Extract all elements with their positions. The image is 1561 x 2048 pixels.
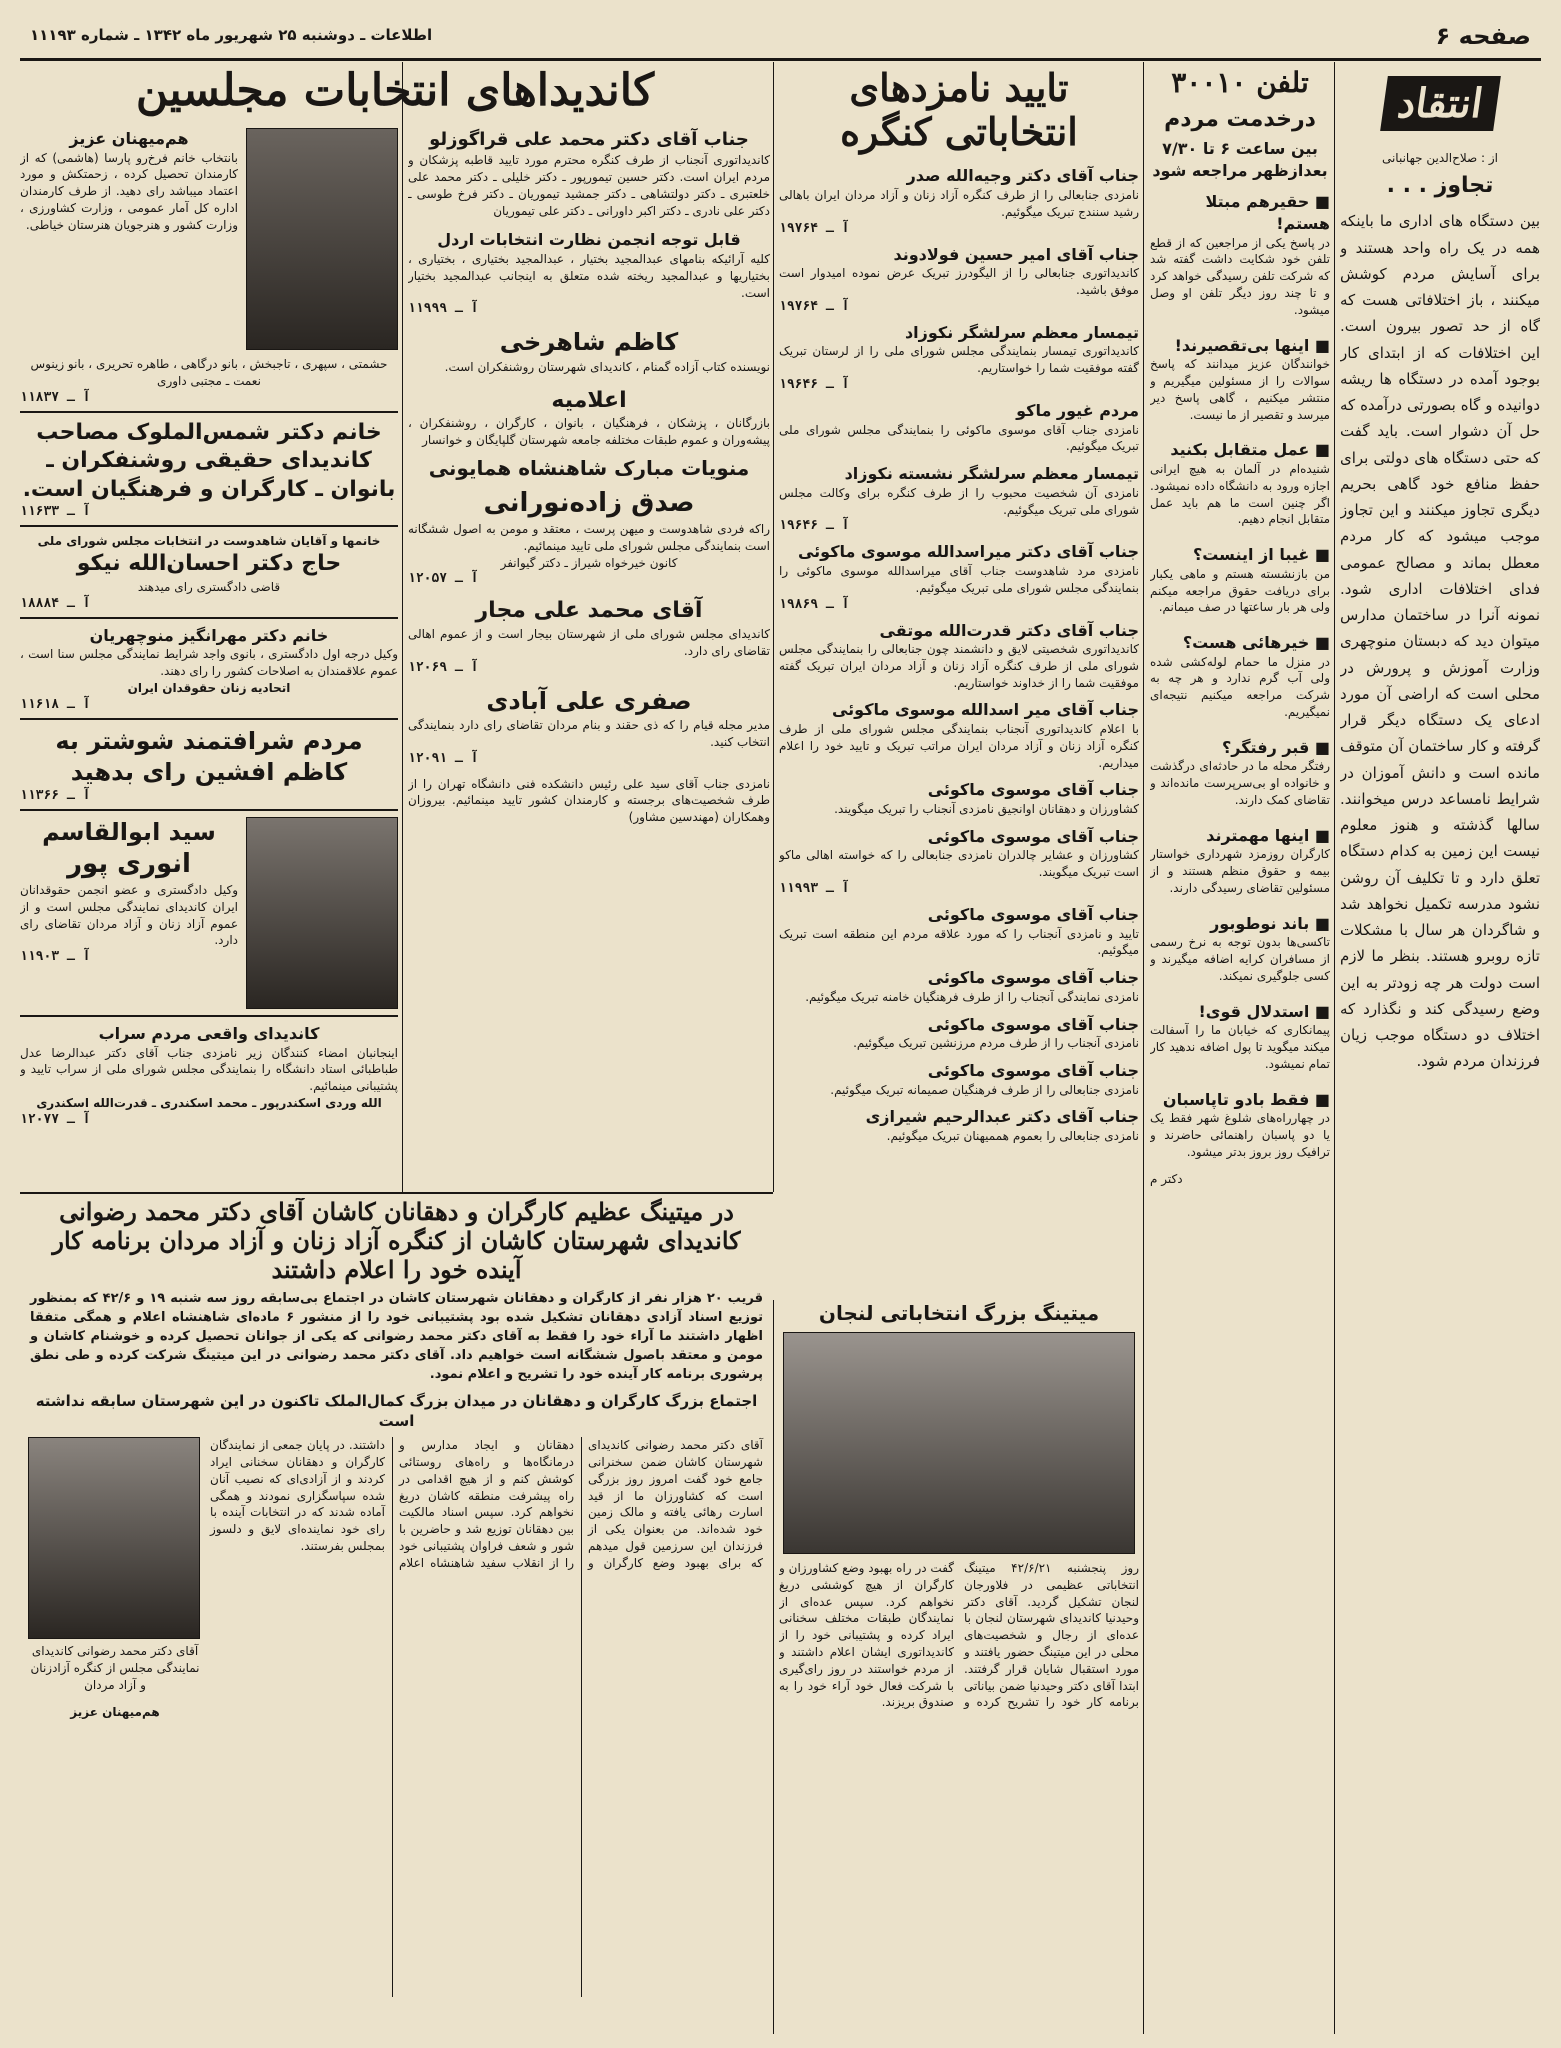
lanjan-article xyxy=(779,1300,1139,2034)
anvari-surname: انوری پور xyxy=(67,849,191,880)
farrokhroo-names: حشمتی ، سپهری ، تاجبخش ، بانو درگاهی ، طاهره تحریری ، بانو زینوس نعمت ـ مجتبی داوری xyxy=(30,357,388,388)
congress-item xyxy=(779,1014,1139,1052)
congress-item-body: نامزدی آن شخصیت محبوب را از طرف کنگره برای وکالت مجلس شورای ملی تبریک میگوئیم. xyxy=(779,485,1139,517)
congress-item-body: کاندیداتوری جنابعالی را از الیگودرز تبریک عرض نموده امیدوار است موفق باشید. xyxy=(779,266,1139,297)
kashan-subtitle: اجتماع بزرگ کارگران و دهقانان در میدان بزرگ کمال‌الملک تاکنون در این شهرستان سابقه نداشته است xyxy=(35,1391,758,1430)
anvari-body: وکیل دادگستری و عضو انجمن حقوقدانان ایران کاندیدای نمایندگی مجلس است و از عموم آزاد زنان و آزاد مردان تقاضای رای دارد. xyxy=(20,882,238,948)
shams-ad: خانم دکتر شمس‌الملوک مصاحب کاندیدای حقیقی روشنفکران ـ بانوان ـ کارگران و فرهنگیان است. xyxy=(22,419,396,502)
majles-item-head: کاظم شاهرخی xyxy=(499,328,679,357)
majles-column xyxy=(408,128,770,1188)
congress-item-body: نامزدی آنجناب را از طرف مردم مرزنشین تبریک میگوئیم. xyxy=(853,1036,1139,1051)
kashan-lead: قریب ۲۰ هزار نفر از کارگران و دهقانان شهرستان کاشان در اجتماع بی‌سابقه روز سه شنبه ۱۹ و ۴۲/۶ که بمنظور توزیع اسناد آزادی دهقانان تشکیل شده بود پشتیبانی خود را از منشور ۶ ماده‌ای شاهنشاه اعلام و همگی متفقا اظهار داشتند ما آراء خود را فقط به آقای دکتر محمد رضوانی که یکی از جوانان تحصیل کرده و خوشنام کاشان و مومن و معتقد باصول ششگانه است خواهیم داد. آقای دکتر محمد رضوانی در این میتینگ شرکت کرده و طی نطق پرشوری برنامه کار آینده خود را تشریح و اعلام نمود. xyxy=(30,1291,764,1382)
congress-item xyxy=(779,165,1139,235)
majles-item-body: کلیه آرائیکه بنامهای عبدالمجید بختیار ، عبدالمجید بختیاری ، بختیاری ، بختیاریها و عبدالمجید ریخته شده متعلق به اینجانب عبدالمجید بختیار است. xyxy=(408,252,770,300)
congress-item xyxy=(779,1106,1139,1144)
sarab-body: اینجانبان امضاء کنندگان زیر نامزدی جناب آقای دکتر عبدالرضا عدل طباطبائی استاد دانشگاه را بنمایندگی مجلس شورای ملی از سراب تایید و پشتیبانی مینمائیم. xyxy=(20,1045,398,1094)
congress-item xyxy=(779,322,1139,392)
majles-item-head: آقای محمد علی مجار xyxy=(475,598,703,624)
congress-item-head: جناب آقای میر اسدالله موسوی ماکوئی xyxy=(831,700,1139,720)
kashan-body: آقای دکتر محمد رضوانی کاندیدای شهرستان کاشان ضمن سخنرانی جامع خود گفت امروز روز بزرگی است که کشاورزان ما از قید اسارت رهائی یافته و مالک زمین خود شده‌اند. من بعنوان یکی از فرزندان این سرزمین قول میدهم که برای بهبود وضع کارگران و دهقانان و ایجاد مدارس و درمانگاه‌ها و راه‌های روستائی کوشش کنم و از هیچ اقدامی در راه پیشرفت منطقه کاشان دریغ نخواهم کرد. سپس اسناد مالکیت بین دهقانان توزیع شد و حاضرین با شور و شعف فراوان پشتیبانی خود را از انقلاب سفید شاهنشاه اعلام داشتند. در پایان جمعی از نمایندگان کارگران و دهقانان سخنانی ایراد کردند و از آزادی‌ای که نصیب آنان شده سپاسگزاری نمودند و همگی آماده شدند که در انتخابات آینده با رای خود نماینده‌ای لایق و دلسوز بمجلس بفرستند. xyxy=(210,1438,763,1570)
tel-hours: بین ساعت ۶ تا ۷/۳۰ بعدازظهر مراجعه شود xyxy=(1152,139,1328,180)
congress-item-body: نامزدی جنابعالی را از طرف کنگره آزاد زنان و آزاد مردان ایران باهالی رشید سنندج تبریک میگوئیم. xyxy=(779,187,1139,219)
congress-item xyxy=(779,904,1139,959)
tel-item-body: کارگران روزمزد شهرداری خواستار بیمه و حقوق منظم هستند و از مسئولین تقاضای رسیدگی دارند. xyxy=(1150,847,1330,896)
tel-subtitle: درخدمت مردم xyxy=(1164,106,1316,132)
congress-item-code: آ ـ ۱۱۹۹۳ xyxy=(779,881,850,897)
mehrangiz-head: خانم دکتر مهرانگیز منوچهریان xyxy=(89,625,329,645)
nikoo-name: حاج دکتر احسان‌الله نیکو xyxy=(76,551,342,577)
tel-item-head: ■ اینها بی‌تقصیرند! xyxy=(1150,335,1330,357)
congress-item-body: کشاورزان و عشایر چالدران نامزدی جنابعالی را که خواسته اهالی ماکو است تبریک میگویند. xyxy=(779,848,1139,880)
majles-banner xyxy=(20,66,770,126)
congress-item-body: نامزدی جنابعالی را از طرف فرهنگیان صمیمانه تبریک میگوئیم. xyxy=(830,1082,1139,1097)
left-column xyxy=(20,128,398,1188)
congress-item-head: جناب آقای دکتر عبدالرحیم شیرازی xyxy=(865,1107,1139,1127)
majles-item-body: راکه فردی شاهدوست و میهن پرست ، معتقد و مومن به اصول ششگانه است بنمایندگی مجلس شورای ملی تایید مینمائیم. xyxy=(408,522,770,553)
tel-sign: دکتر م xyxy=(1150,1171,1183,1186)
tel-column xyxy=(1150,66,1330,2034)
tel-item-head: ■ غیبا از اینست؟ xyxy=(1150,544,1330,566)
farrokhroo-body: بانتخاب خانم فرخ‌رو پارسا (هاشمی) که از کارمندان تحصیل کرده ، زحمتکش و مورد اعتماد میباشد رای دهید. از طرف کارمندان اداره کل آمار عمومی ، وزارت کشاورزی ، وزارت کشور و هنرجویان هنرستان خیاطی. xyxy=(20,150,238,232)
farrokhroo-head: هم‌میهنان عزیز xyxy=(69,129,189,148)
congress-item-head: جناب آقای امیر حسین فولادوند xyxy=(893,244,1139,264)
tel-item-head: ■ حقیرهم مبتلا هستم! xyxy=(1150,191,1330,234)
congress-item-body: کاندیداتوری شخصیتی لایق و دانشمند چون جنابعالی را بنمایندگی مجلس شورای ملی از طرف کنگره آزاد زنان و آزاد مردان ایران تبریک گفته موفقیت شما را از خداوند خواستاریم. xyxy=(779,642,1139,690)
tel-item-head: ■ اینها مهمترند xyxy=(1150,825,1330,847)
nikoo-role: قاضی دادگستری رای میدهند xyxy=(137,579,281,594)
tel-item-body: پیمانکاری که خیابان ما را آسفالت میکند میگوید تا پول اضافه ندهید کار تمام نمیشود. xyxy=(1150,1023,1330,1072)
congress-item-code: آ ـ ۱۹۷۶۴ xyxy=(779,220,850,236)
anvari-code: آ ـ ۱۱۹۰۳ xyxy=(20,949,91,965)
tel-item-body: من بازنشسته هستم و ماهی یکبار برای دریافت حقوق مراجعه میکنم ولی هر بار ساعتها در صف میمانم. xyxy=(1150,566,1330,615)
naqd-logo: انتقاد xyxy=(1380,76,1500,131)
tel-item-head: ■ خیرهائی هست؟ xyxy=(1150,632,1330,654)
majles-item-body: بازرگانان ، پزشکان ، فرهنگیان ، بانوان ، کارگران ، روشنفکران ، پیشه‌وران و عموم طبقات مختلفه جامعه شهرستان گلپایگان و خوانسار xyxy=(408,416,770,448)
mehrangiz-body: وکیل درجه اول دادگستری ، بانوی واجد شرایط نمایندگی مجلس سنا است ، عموم علاقمندان به اصلاحات کشور را رای دهند. xyxy=(20,647,398,678)
sarab-head: کاندیدای واقعی مردم سراب xyxy=(98,1023,320,1043)
majles-item-head: اعلامیه xyxy=(551,387,627,413)
majles-item-body: نویسنده کتاب آزاده گمنام ، کاندیدای شهرستان روشنفکران است. xyxy=(444,359,770,374)
congress-item-head: جناب آقای موسوی ماکوئی xyxy=(927,905,1139,925)
naqd-title: تجاوز . . . xyxy=(1386,172,1494,198)
congress-title: تایید نامزدهای انتخاباتی کنگره xyxy=(840,66,1078,154)
congress-item xyxy=(779,463,1139,533)
congress-column xyxy=(779,66,1139,1292)
congress-item xyxy=(779,400,1139,455)
congress-item-code: آ ـ ۱۹۷۶۴ xyxy=(779,298,850,314)
tel-item-head: ■ فقط بادو تاپاسبان xyxy=(1150,1089,1330,1111)
majles-item-head: صدق زاده‌نورانی xyxy=(483,487,695,518)
sarab-code: آ ـ ۱۲۰۷۷ xyxy=(20,1111,91,1127)
shams-code: آ ـ ۱۱۶۳۳ xyxy=(20,504,91,520)
majles-item-head: صفری علی آبادی xyxy=(486,686,692,715)
congress-item-body: نامزدی مرد شاهدوست جناب آقای میراسدالله موسوی ماکوئی را بنمایندگی مجلس شورای ملی تبریک میگوئیم. xyxy=(779,563,1139,595)
tel-item-head: ■ استدلال قوی! xyxy=(1150,1001,1330,1023)
congress-item-head: جناب آقای موسوی ماکوئی xyxy=(927,1061,1139,1081)
congress-item-body: کشاورزان و دهقانان اوانجیق نامزدی آنجناب را تبریک میگویند. xyxy=(834,802,1139,817)
majles-item-body: کاندیدای مجلس شورای ملی از شهرستان بیجار است و از عموم اهالی تقاضای رای دارد. xyxy=(408,627,770,658)
congress-item-code: آ ـ ۱۹۶۴۶ xyxy=(779,518,850,534)
page-header xyxy=(20,18,1541,61)
majles-sub-title: منویات مبارک شاهنشاه همایونی xyxy=(428,455,750,480)
sarab-names: الله وردی اسکندرپور ـ محمد اسکندری ـ قدرت‌الله اسکندری xyxy=(36,1095,382,1110)
page-number: صفحه ۶ xyxy=(1435,22,1531,50)
congress-item-body: نامزدی نمایندگی آنجناب را از طرف فرهنگیان خامنه تبریک میگوئیم. xyxy=(805,989,1139,1004)
afshin-ad: مردم شرافتمند شوشتر به کاظم افشین رای بدهید xyxy=(55,726,363,786)
congress-item-code: آ ـ ۱۹۸۶۹ xyxy=(779,596,850,612)
issue-info: اطلاعات ـ دوشنبه ۲۵ شهریور ماه ۱۳۴۲ ـ شماره ۱۱۱۹۳ xyxy=(30,26,433,44)
congress-item xyxy=(779,826,1139,896)
kashan-extra: هم‌میهنان عزیز xyxy=(70,1704,160,1719)
portrait-photo xyxy=(246,817,398,1009)
tel-item-body: رفتگر محله ما در حادثه‌ای درگذشت و خانواده او بی‌سرپرست مانده‌اند و تقاضای کمک دارند. xyxy=(1150,759,1330,808)
congress-item-head: جناب آقای دکتر میراسدالله موسوی ماکوئی xyxy=(797,542,1139,562)
nikoo-lead: خانمها و آقایان شاهدوست در انتخابات مجلس شورای ملی xyxy=(37,534,381,549)
congress-item-head: تیمسار معظم سرلشگر نشسته نکوزاد xyxy=(844,464,1139,484)
portrait-photo xyxy=(28,1437,200,1639)
tel-item-head: ■ باند نوطوبور xyxy=(1150,913,1330,935)
congress-item-head: مردم غیور ماکو xyxy=(1016,400,1139,420)
farrokhroo-code: آ ـ ۱۱۸۳۷ xyxy=(20,389,91,405)
naqd-body: بین دستگاه های اداری ما باینکه همه در یک راه واحد هستند و برای آسایش مردم کوشش میکنند ، باز اختلافاتی هست که گاه از حد تصور بیرون است. این اختلافات که از ابتدای کار بوجود آمده در دستگاه ها ریشه دوانیده و گاه بصورتی درآمده که حل آن دشوار است. باید گفت که حتی دستگاه های دولتی برای حفظ منافع خود گاهی بحریم دیگری تجاوز میکنند و این تجاوز موجب میشود که کار مردم معطل بماند و مصالح عمومی فدای اختلافات اداری شود. نمونه آنرا در ساختمان مدارس میتوان دید که دبستان منوچهری وزارت آموزش و پرورش در محلی است که اراضی آن مورد ادعای یک دستگاه دیگر قرار گرفته و کار ساختمان آن متوقف مانده است و دانش آموزان در شرایط نامساعد درس میخوانند. سالها گذشته و هنوز معلوم نیست این زمین به کدام دستگاه تعلق دارد و تا تکلیف آن روشن نشود مدرسه تکمیل نخواهد شد و شاگردان هر سال با مشکلات تازه روبرو هستند. بنظر ما لازم است دولت هر چه زودتر به این وضع رسیدگی کند و نگذارد که اختلاف دو دستگاه موجب زیان فرزندان مردم شود. xyxy=(1340,212,1540,1071)
congress-item-body: نامزدی جنابعالی را بعموم هممیهنان تبریک میگوئیم. xyxy=(886,1129,1139,1143)
portrait-photo xyxy=(246,128,398,350)
majles-item-head: قابل توجه انجمن نظارت انتخابات اردل xyxy=(437,230,741,250)
afshin-code: آ ـ ۱۱۳۶۶ xyxy=(20,787,91,803)
congress-item-head: جناب آقای دکتر قدرت‌الله موتقی xyxy=(879,620,1139,640)
congress-item xyxy=(779,244,1139,314)
majles-item-body: مدیر مجله قیام را که ذی حقند و بنام مردان تقاضای رای دارد بنمایندگی انتخاب کنید. xyxy=(408,718,770,749)
kashan-caption: آقای دکتر محمد رضوانی کاندیدای نمایندگی مجلس از کنگره آزادزنان و آزاد مردان xyxy=(30,1644,200,1692)
majles-item-code: آ ـ ۱۲۰۶۹ xyxy=(408,659,479,675)
kashan-title: در میتینگ عظیم کارگران و دهقانان کاشان آقای دکتر محمد رضوانی کاندیدای شهرستان کاشان از کنگره آزاد زنان و آزاد مردان برنامه کار آینده خود را اعلام داشتند xyxy=(52,1198,741,1284)
tel-item-body: تاکسی‌ها بدون توجه به نرخ رسمی از مسافران کرایه اضافه میگیرند و کسی جلوگیری نمیکند. xyxy=(1150,935,1330,984)
majles-item-code: آ ـ ۱۱۹۹۹ xyxy=(408,301,479,317)
tel-item-body: در منزل ما حمام لوله‌کشی شده ولی آب گرم ندارد و هر چه به شرکت مراجعه میکنیم نتیجه‌ای نمیگیریم. xyxy=(1150,654,1330,720)
congress-item-body: نامزدی جناب آقای موسوی ماکوئی را بنمایندگی مجلس شورای ملی تبریک میگوئیم. xyxy=(779,422,1139,454)
majles-title: کاندیداهای انتخابات مجلسین xyxy=(135,66,655,116)
tel-item-body: شنیده‌ام در آلمان به هیچ ایرانی اجازه ورود به دانشگاه داده نمیشود. اگر چنین است ما هم باید عمل متقابل انجام دهیم. xyxy=(1150,461,1330,527)
congress-item-head: جناب آقای موسوی ماکوئی xyxy=(927,780,1139,800)
congress-item-body: تایید و نامزدی آنجناب را که مورد علاقه مردم این منطقه است تبریک میگوئیم. xyxy=(779,926,1139,958)
congress-item-code: آ ـ ۱۹۶۴۶ xyxy=(779,376,850,392)
tel-item-body: در چهارراه‌های شلوغ شهر فقط یک یا دو پاسبان راهنمائی حاضرند و ترافیک روز بروز بدتر میشود. xyxy=(1150,1111,1330,1159)
tel-item-body: در پاسخ یکی از مراجعین که از قطع تلفن خود شکایت داشت گفته شد که شرکت تلفن رسیدگی خواهد کرد و تا چند روز دیگر تلفن او وصل میشود. xyxy=(1150,235,1330,317)
congress-item xyxy=(779,779,1139,817)
meeting-photo xyxy=(783,1332,1135,1554)
congress-item-head: جناب آقای موسوی ماکوئی xyxy=(927,968,1139,988)
majles-item-head: جناب آقای دکتر محمد علی قراگوزلو xyxy=(429,129,749,150)
naqd-column xyxy=(1340,66,1540,2034)
lanjan-title: میتینگ بزرگ انتخاباتی لنجان xyxy=(818,1301,1100,1325)
majles-caption: کانون خیرخواه شیراز ـ دکتر گیوانفر xyxy=(500,555,678,570)
congress-item xyxy=(779,620,1139,692)
lanjan-body: روز پنجشنبه ۴۲/۶/۲۱ میتینگ انتخاباتی عظیمی در فلاورجان لنجان تشکیل گردید. آقای دکتر وحیدنیا کاندیدای شهرستان لنجان با عده‌ای از رجال و شخصیت‌های محلی در این میتینگ حضور یافتند و مورد استقبال شایان قرار گرفتند. ابتدا آقای دکتر وحیدنیا ضمن بیاناتی برنامه کار خود را تشریح کرده و گفت در راه بهبود وضع کشاورزان و کارگران از هیچ کوششی دریغ نخواهم کرد. سپس عده‌ای از نمایندگان طبقات مختلف سخنانی ایراد کرده و پشتیبانی خود را از کاندیداتوری ایشان اعلام داشتند و از مردم خواستند در روز رای‌گیری با شرکت فعال خود آراء خود را به صندوق بریزند. xyxy=(779,1561,1139,1710)
congress-item-head: جناب آقای موسوی ماکوئی xyxy=(927,826,1139,846)
majles-item-code: آ ـ ۱۲۰۵۷ xyxy=(408,571,479,587)
tel-item-head: ■ قبر رفتگر؟ xyxy=(1150,737,1330,759)
tel-item-body: خوانندگان عزیز میدانند که پاسخ سوالات را از مسئولین میگیریم و منتشر میکنیم ، گاهی پاسخ دیر میرسد و تقصیر از ما نیست. xyxy=(1150,357,1330,422)
congress-item-head: جناب آقای موسوی ماکوئی xyxy=(927,1014,1139,1034)
anvari-name: سید ابوالقاسم xyxy=(42,817,216,846)
kashan-article xyxy=(20,1198,773,2034)
congress-item xyxy=(779,699,1139,771)
majles-item-body: نامزدی جناب آقای سید علی رئیس دانشکده فنی دانشگاه تهران را از طرف شخصیت‌های برجسته و کارمندان کشور تایید مینمائیم. بیروزان وهمکاران (مهندسین مشاور) xyxy=(408,776,770,825)
majles-item-code: آ ـ ۱۲۰۹۱ xyxy=(408,750,479,766)
congress-item-head: جناب آقای دکتر وجیه‌الله صدر xyxy=(906,166,1139,186)
mehrangiz-code: آ ـ ۱۱۶۱۸ xyxy=(20,696,91,712)
congress-item xyxy=(779,1060,1139,1098)
majles-item-body: کاندیداتوری آنجناب از طرف کنگره محترم مورد تایید قاطبه پزشکان و مردم ایران است. دکتر حسین تیمورپور ـ دکتر خلیلی ـ دکتر محمد علی خلعتبری ـ دکتر دولتشاهی ـ دکتر جمشید تیموریان ـ دکتر فرخ طوسی ـ دکتر علی نادری ـ دکتر اکبر داورانی ـ دکتر علی تیموریان xyxy=(408,153,770,218)
congress-item-head: تیمسار معظم سرلشگر نکوزاد xyxy=(904,322,1139,342)
tel-title: تلفن ۳۰۰۱۰ xyxy=(1171,66,1309,99)
congress-item-body: کاندیداتوری تیمسار بنمایندگی مجلس شورای ملی را از لرستان تبریک گفته موفقیت شما را خواستاریم. xyxy=(779,344,1139,376)
naqd-byline: از : صلاح‌الدین جهانبانی xyxy=(1381,151,1499,165)
nikoo-code: آ ـ ۱۸۸۸۴ xyxy=(20,595,91,611)
congress-item xyxy=(779,967,1139,1005)
congress-item xyxy=(779,541,1139,611)
mehrangiz-org: اتحادیه زنان حقوقدان ایران xyxy=(127,680,291,695)
tel-item-head: ■ عمل متقابل بکنید xyxy=(1150,439,1330,461)
congress-item-body: با اعلام کاندیداتوری آنجناب بنمایندگی مجلس شورای ملی از طرف کنگره آزاد زنان و آزاد مردان ایران مراتب تبریک و تایید خود را اعلام میداریم. xyxy=(779,722,1139,770)
